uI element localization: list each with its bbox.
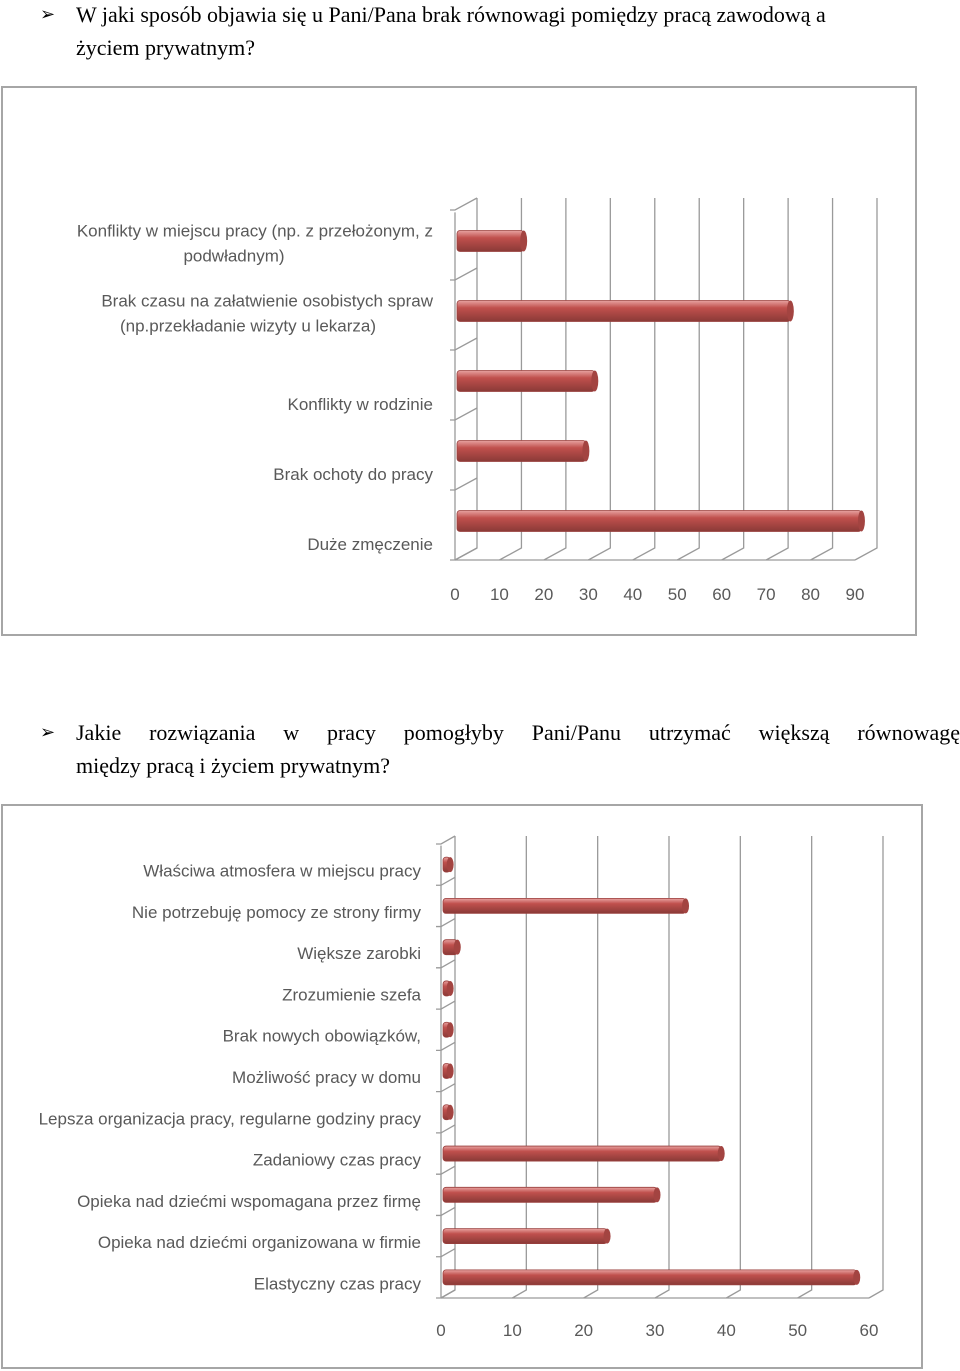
chart-work-life-imbalance: [1, 86, 917, 636]
y-tick-9: [436, 1207, 455, 1215]
bar: [457, 371, 598, 392]
category-label: Większe zarobki: [297, 944, 421, 964]
gridline-x-7: [766, 198, 788, 560]
y-tick-7: [436, 1125, 455, 1133]
category-label: Możliwość pracy w domu: [232, 1068, 421, 1087]
y-tick-6: [436, 1084, 455, 1092]
category-label: Nie potrzebuję pomocy ze strony firmy: [131, 902, 421, 922]
bar: [443, 1022, 454, 1037]
y-tick-11: [436, 1290, 455, 1298]
x-tick-label-3: 30: [578, 585, 598, 604]
category-label: Zadaniowy czas pracy: [252, 1150, 421, 1170]
category-label: Właściwa atmosfera w miejscu pracy: [143, 861, 421, 881]
y-tick-4: [436, 1001, 455, 1009]
category-label: Konflikty w miejscu pracy (np. z przełożonym, z: [76, 221, 433, 241]
bar: [443, 1187, 661, 1202]
bar: [443, 1229, 611, 1244]
bar: [443, 1064, 454, 1079]
bullet-arrow-icon: ➢: [40, 722, 56, 743]
y-tick-4: [450, 478, 477, 490]
bar: [457, 511, 865, 532]
gridline-x-5: [798, 836, 812, 1298]
x-tick-label-1: 10: [489, 585, 509, 604]
x-tick-label-2: 20: [574, 1321, 594, 1340]
x-tick-label-0: 0: [450, 585, 460, 604]
x-tick-label-4: 40: [623, 585, 643, 604]
bar: [457, 231, 527, 252]
category-label: Brak czasu na załatwienie osobistych spraw: [101, 291, 433, 311]
category-label: Duże zmęczenie: [307, 535, 433, 554]
bullet-arrow-icon: ➢: [40, 4, 56, 25]
category-label: (np.przekładanie wizyty u lekarza): [119, 316, 377, 336]
question-2-line-2: między pracą i życiem prywatnym?: [76, 753, 390, 778]
gridline-x-5: [677, 198, 699, 560]
category-label: Opieka nad dziećmi wspomagana przez firmę: [77, 1191, 421, 1211]
chart-work-solutions: [1, 804, 923, 1369]
question-1: [0, 0, 960, 64]
gridline-x-8: [811, 198, 833, 560]
x-tick-label-3: 30: [645, 1321, 665, 1340]
gridline-x-4: [633, 198, 655, 560]
y-tick-1: [436, 877, 455, 885]
bar: [457, 441, 589, 462]
x-tick-label-8: 80: [801, 585, 821, 604]
category-label: Opieka nad dziećmi organizowana w firmie: [97, 1233, 421, 1253]
x-tick-label-5: 50: [667, 585, 687, 604]
x-tick-label-9: 90: [845, 585, 865, 604]
x-tick-label-5: 50: [788, 1321, 808, 1340]
y-tick-2: [450, 338, 477, 350]
y-tick-0: [436, 836, 455, 844]
chart-2-svg: [3, 806, 921, 1367]
chart-1-svg: [3, 88, 915, 634]
y-tick-0: [450, 198, 477, 210]
bar: [443, 1146, 725, 1161]
bar: [443, 898, 689, 913]
bar: [457, 301, 794, 322]
x-tick-label-6: 60: [712, 585, 732, 604]
gridline-x-6: [869, 836, 883, 1298]
y-tick-1: [450, 268, 477, 280]
y-tick-8: [436, 1166, 455, 1174]
bar: [443, 940, 461, 955]
y-tick-2: [436, 919, 455, 927]
x-tick-label-0: 0: [436, 1321, 446, 1340]
gridline-x-6: [722, 198, 744, 560]
y-tick-3: [450, 408, 477, 420]
category-label: Zrozumienie szefa: [282, 985, 421, 1005]
x-tick-label-1: 10: [502, 1321, 522, 1340]
gridline-x-4: [726, 836, 740, 1298]
x-tick-label-4: 40: [716, 1321, 736, 1340]
question-1-line-1: W jaki sposób objawia się u Pani/Pana brak równowagi pomiędzy pracą zawodową a: [76, 2, 826, 27]
y-tick-3: [436, 960, 455, 968]
x-tick-label-7: 70: [756, 585, 776, 604]
bar: [443, 857, 454, 872]
category-label: podwładnym): [183, 246, 285, 266]
x-tick-label-6: 60: [859, 1321, 879, 1340]
question-2-line-1: Jakie rozwiązania w pracy pomogłyby Pani/Panu utrzymać większą równowagę: [76, 720, 960, 745]
bar: [443, 1270, 860, 1285]
category-label: Brak nowych obowiązków,: [222, 1026, 421, 1046]
category-label: Konflikty w rodzinie: [287, 395, 433, 414]
category-label: Lepsza organizacja pracy, regularne godziny pracy: [38, 1109, 421, 1129]
y-tick-5: [436, 1042, 455, 1050]
category-label: Elastyczny czas pracy: [253, 1274, 421, 1294]
question-1-line-2: życiem prywatnym?: [76, 35, 255, 60]
gridline-x-9: [855, 198, 877, 560]
category-label: Brak ochoty do pracy: [273, 465, 433, 484]
bar: [443, 981, 454, 996]
x-tick-label-2: 20: [534, 585, 554, 604]
question-2: [0, 716, 960, 782]
bar: [443, 1105, 454, 1120]
y-tick-5: [450, 548, 477, 560]
y-tick-10: [436, 1249, 455, 1257]
